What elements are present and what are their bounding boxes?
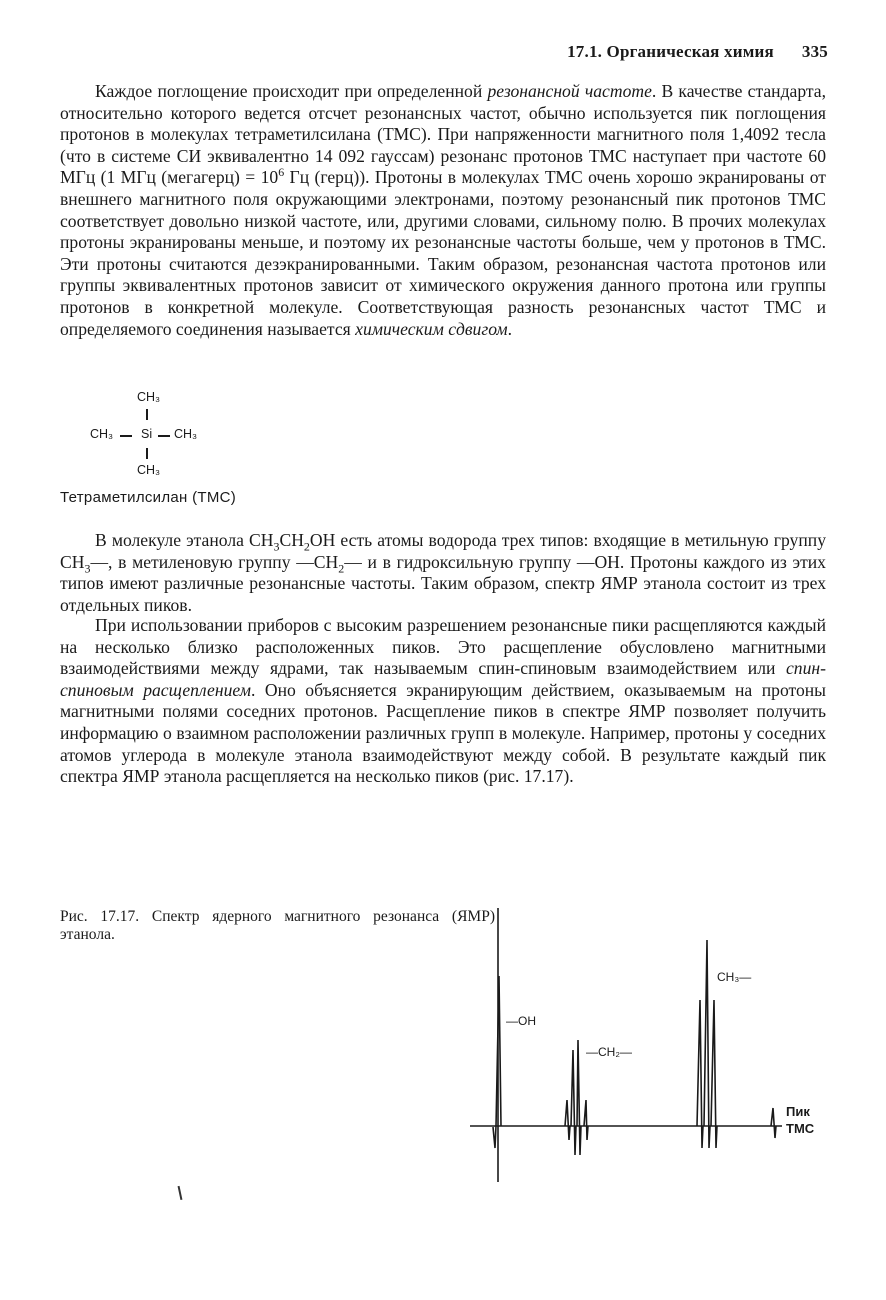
text-run: OH есть атомы водорода трех типов: входящие в метильную группу CH — [60, 530, 826, 572]
text-run: В молекуле этанола CH — [95, 530, 274, 550]
formula-left-group: CH₃ — [90, 427, 114, 441]
ch3-triplet-peaks — [697, 940, 717, 1148]
text-run: — и в гидроксильную группу —OH. Протоны каждого из этих типов имеют различные резонансные частоты. Таким образом, спектр ЯМР этанола состоит из трех отдельных пиков. — [60, 551, 826, 615]
text-run: —, в метиленовую группу —CH — [90, 551, 339, 572]
ch2-quartet-peaks — [565, 1040, 588, 1155]
figure-caption: Рис. 17.17. Спектр ядерного магнитного резонанса (ЯМР) этанола. — [60, 908, 495, 943]
formula-right-group: CH₃ — [174, 427, 198, 441]
text-run: При использовании приборов с высоким разрешением резонансные пики расщепляются каждый на несколько близко расположенных пиков. Это расщепление обусловлено магнитными взаимодействиями между ядрами, так называемым спин-спиновым взаимодействием или — [60, 615, 826, 679]
text-run: . В качестве стандарта, относительно которого ведется отсчет резонансных частот, обычно используется пик поглощения протонов в молекулах тетраметилсилана (ТМС). При напряженности магнитного поля 1,4092 тесла (что в системе СИ эквивалентно 14 092 гауссам) резонанс протонов ТМС наступает при частоте 60 МГц (1 МГц (мегагерц) = 10 — [60, 81, 827, 188]
oh-peak-label: —OH — [506, 1014, 536, 1028]
text-run: Каждое поглощение происходит при определенной — [95, 81, 488, 101]
term-resonant-frequency: резонансной частоте — [487, 81, 652, 101]
formula-top-group: CH₃ — [137, 390, 161, 404]
page-number: 335 — [801, 42, 828, 61]
text-run: CH — [279, 530, 304, 550]
subscript: 3 — [273, 539, 280, 554]
subscript: 2 — [338, 561, 345, 576]
subscript: 3 — [84, 561, 91, 576]
tms-peak — [771, 1108, 776, 1138]
text-run: Гц (герц)). Протоны в молекулах ТМС очень хорошо экранированы от внешнего магнитного поля окружающими электронами, поэтому резонансный пик протонов ТМС соответствует довольно низкой частоте, или, другими словами, сильному полю. В прочих молекулах протоны экранированы меньше, и поэтому их резонансные частоты больше, чем у протонов в ТМС. Эти протоны считаются дезэкранированными. Таким образом, резонансная частота протонов или группы эквивалентных протонов зависит от химического окружения данного протона или группы протонов в конкретной молекуле. Соответствующая разность резонансных частот ТМС и определяемого соединения называется — [60, 167, 826, 339]
ch3-peak-label: CH₃— — [717, 970, 752, 984]
subscript: 2 — [303, 539, 310, 554]
term-spin-splitting: спин-спиновым расщеплением — [60, 658, 826, 700]
tms-peak-label-line2: ТМС — [786, 1121, 815, 1136]
section-title: 17.1. Органическая химия — [567, 42, 774, 61]
formula-caption: Тетраметилсилан (ТМС) — [60, 489, 237, 506]
term-chemical-shift: химическим сдвигом — [355, 318, 508, 339]
oh-peak — [493, 976, 501, 1148]
formula-bottom-group: CH₃ — [137, 463, 161, 477]
exponent: 6 — [278, 165, 285, 180]
formula-center-atom: Si — [141, 427, 153, 441]
tms-peak-label-line1: Пик — [786, 1104, 810, 1119]
text-run: . Оно объясняется экранирующим действием, оказываемым на протоны магнитными полями соседних протонов. Расщепление пиков в спектре ЯМР позволяет получить информацию о взаимном расположении различных групп в молекуле. Например, протоны у соседних атомов углерода в молекуле этанола взаимодействуют между собой. В результате каждый пик спектра ЯМР этанола расщепляется на несколько пиков (рис. 17.17). — [60, 679, 826, 787]
ch2-peak-label: —CH₂— — [586, 1045, 632, 1059]
text-run: . — [507, 318, 512, 339]
